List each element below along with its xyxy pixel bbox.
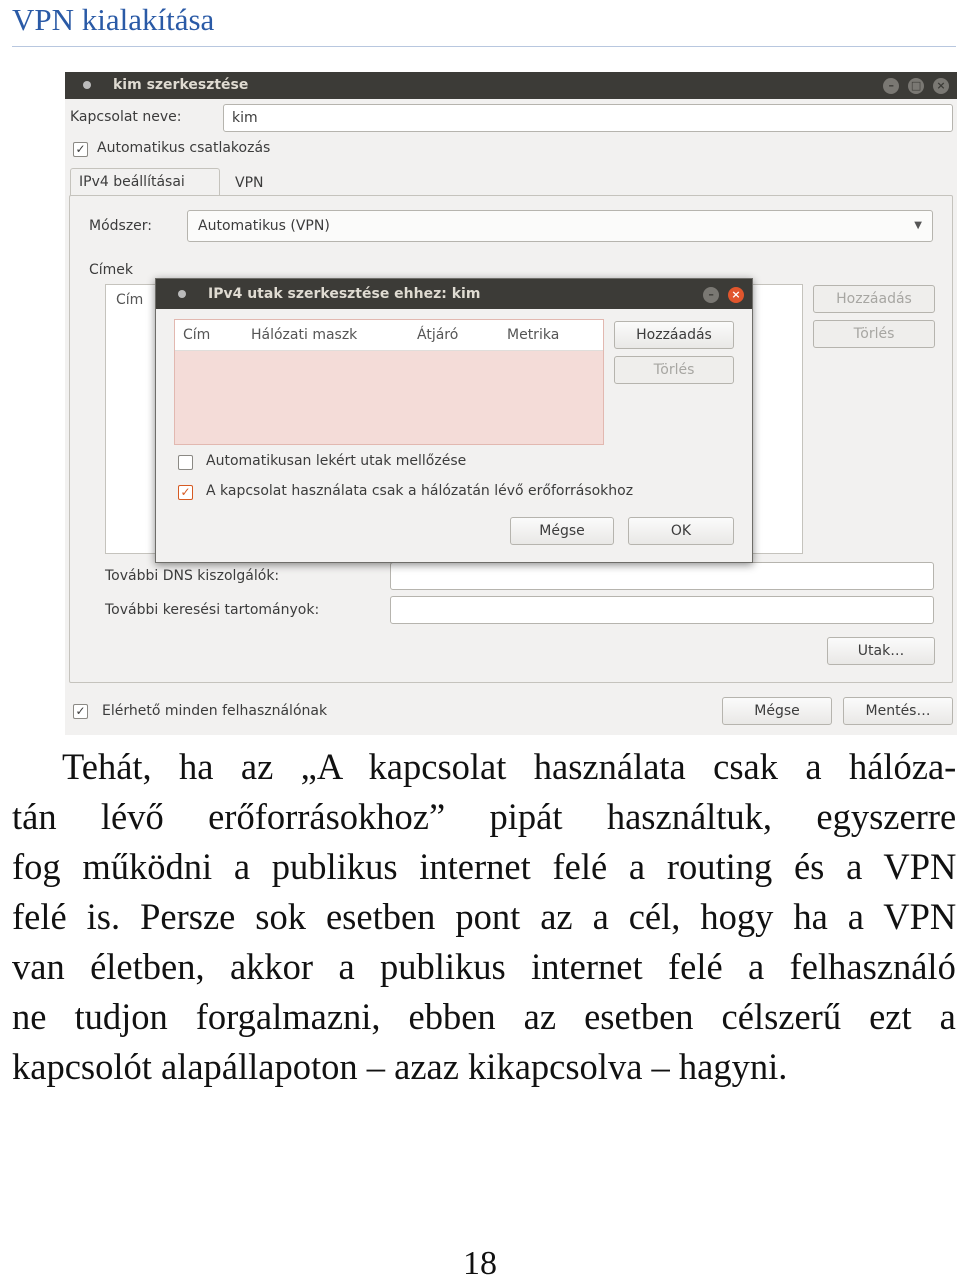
dialog-close-icon[interactable]: × [728,287,744,303]
addresses-col-header[interactable]: Cím [116,292,144,308]
tab-ipv4-label: IPv4 beállításai [79,174,185,190]
routes-button[interactable]: Utak… [827,637,935,665]
routes-add-button[interactable]: Hozzáadás [614,321,734,349]
routes-col-metric[interactable]: Metrika [507,327,560,343]
all-users-checkbox[interactable]: ✓ [73,704,88,719]
routes-col-netmask[interactable]: Hálózati maszk [251,327,358,343]
routes-dialog-titlebar [156,279,752,309]
routes-col-gateway[interactable]: Átjáró [417,327,459,343]
close-icon[interactable]: × [933,78,949,94]
window-menu-icon[interactable] [83,81,91,89]
tab-vpn-label: VPN [235,175,264,191]
dns-input[interactable] [390,562,934,590]
tab-vpn[interactable] [227,170,279,198]
add-address-button[interactable]: Hozzáadás [813,285,935,313]
method-combo-value: Automatikus (VPN) [198,218,330,234]
window-title: kim szerkesztése [113,77,249,93]
routes-dialog [155,278,753,563]
ignore-auto-routes-label: Automatikusan lekért utak mellőzése [206,453,467,469]
local-only-label: A kapcsolat használata csak a hálózatán lévő erőforrásokhoz [206,483,634,499]
save-button[interactable]: Mentés… [843,697,953,725]
body-line-2: tán lévő erőforrásokhoz” pipát használtuk, egyszerre [12,796,957,837]
dialog-menu-icon[interactable] [178,290,186,298]
method-label: Módszer: [89,218,153,234]
minimize-icon[interactable]: – [883,78,899,94]
connection-editor-window [65,72,957,735]
routes-cancel-button[interactable]: Mégse [510,517,614,545]
tab-ipv4[interactable] [70,168,220,196]
auto-connect-label: Automatikus csatlakozás [97,140,271,156]
local-only-checkbox[interactable]: ✓ [178,485,193,500]
addresses-label: Címek [89,262,134,278]
body-line-7: kapcsolót alapállapoton – azaz kikapcsolva – hagyni. [12,1046,788,1087]
routes-table[interactable] [174,319,604,445]
routes-ok-button[interactable]: OK [628,517,734,545]
body-line-6: ne tudjon forgalmazni, ebben az esetben célszerű ezt a [12,996,956,1037]
dialog-minimize-icon[interactable]: – [703,287,719,303]
window-titlebar [65,72,957,99]
all-users-label: Elérhető minden felhasználónak [102,703,328,719]
routes-delete-button[interactable]: Törlés [614,356,734,384]
body-paragraph [12,742,956,1092]
delete-address-button[interactable]: Törlés [813,320,935,348]
dns-label: További DNS kiszolgálók: [105,568,280,584]
page-number: 18 [463,1245,497,1282]
body-line-4: felé is. Persze sok esetben pont az a cél, hogy ha a VPN [12,896,957,937]
connection-name-input[interactable]: kim [223,104,953,132]
routes-col-address[interactable]: Cím [183,327,211,343]
method-combo[interactable] [187,210,933,242]
body-line-3: fog működni a publikus internet felé a routing és a VPN [12,846,957,887]
cancel-button[interactable]: Mégse [722,697,832,725]
maximize-icon[interactable]: □ [908,78,924,94]
search-domains-input[interactable] [390,596,934,624]
page-header [12,0,956,47]
connection-name-label: Kapcsolat neve: [70,109,182,125]
page-header-title: VPN kialakítása [12,2,215,37]
chevron-down-icon: ▼ [914,220,922,231]
body-line-5: van életben, akkor a publikus internet felé a felhasználó [12,946,956,987]
routes-dialog-title: IPv4 utak szerkesztése ehhez: kim [208,286,481,302]
ignore-auto-routes-checkbox[interactable] [178,455,193,470]
search-domains-label: További keresési tartományok: [105,602,320,618]
body-line-1: Tehát, ha az „A kapcsolat használata csak a hálóza- [62,746,957,787]
auto-connect-checkbox[interactable]: ✓ [73,142,88,157]
